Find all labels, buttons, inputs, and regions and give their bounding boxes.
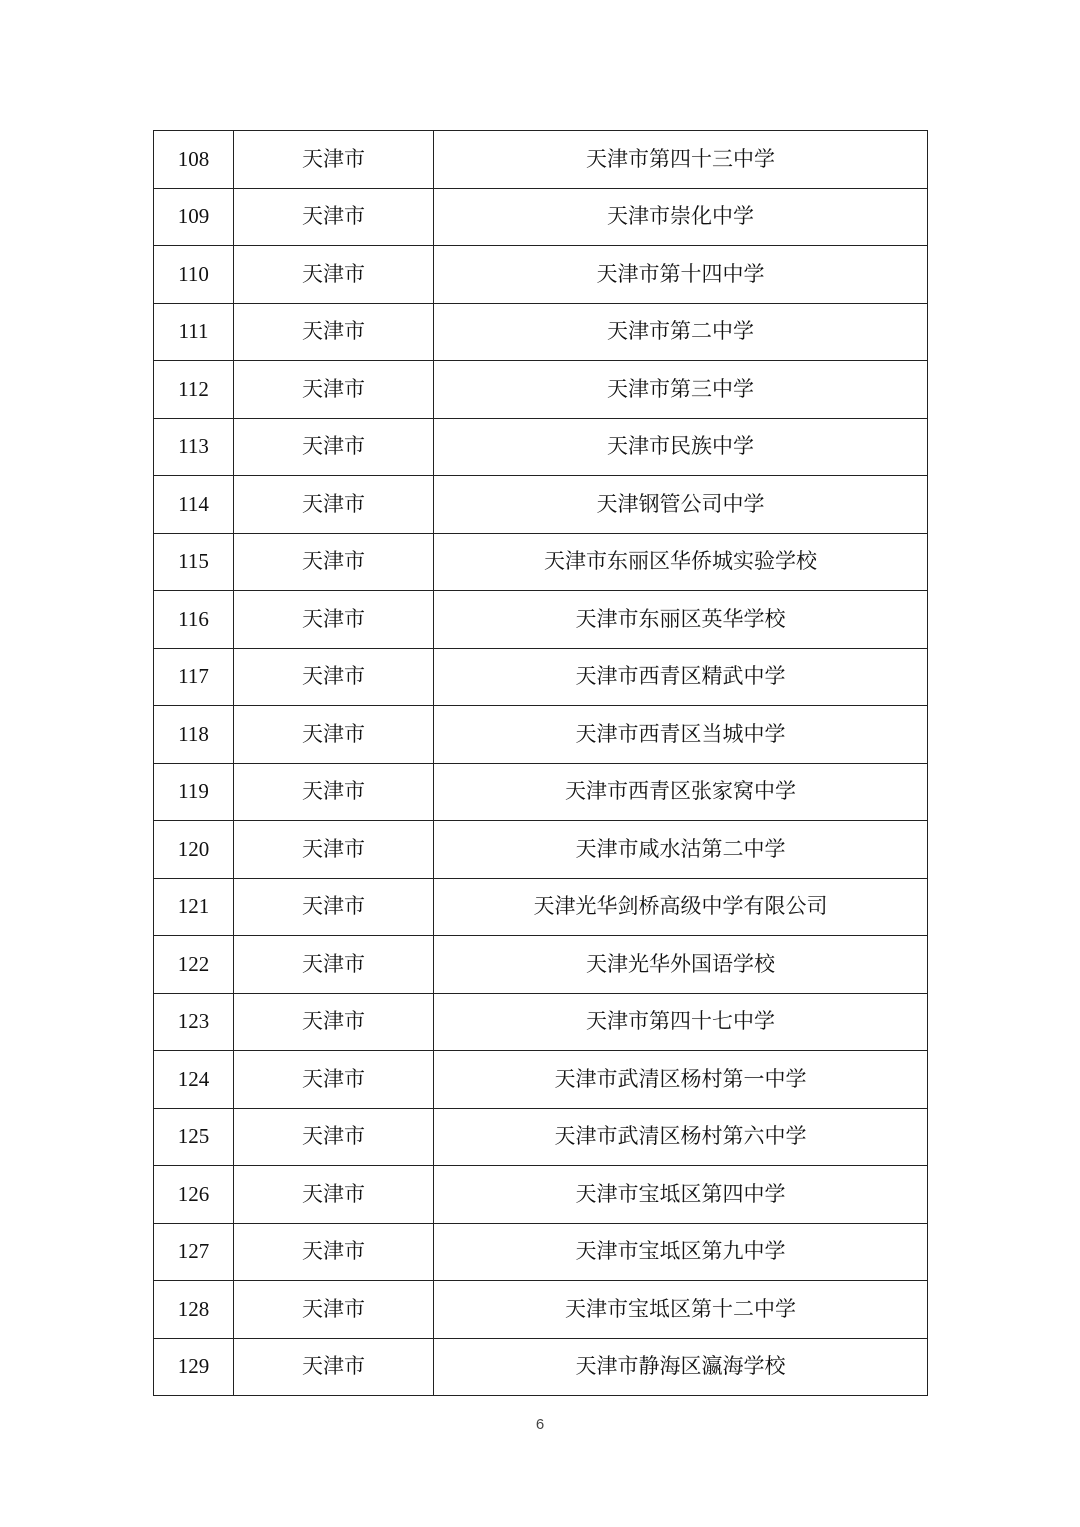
row-number-cell: 111 [154,303,234,361]
school-name-cell: 天津市西青区张家窝中学 [434,763,928,821]
school-name-cell: 天津市第二中学 [434,303,928,361]
row-number-cell: 108 [154,131,234,189]
school-name-cell: 天津市宝坻区第四中学 [434,1166,928,1224]
row-number-cell: 129 [154,1338,234,1396]
table-row [154,1166,928,1224]
row-number-cell: 118 [154,706,234,764]
row-number-cell: 112 [154,361,234,419]
table-row [154,993,928,1051]
table-row [154,303,928,361]
row-number-cell: 110 [154,246,234,304]
city-cell: 天津市 [234,993,434,1051]
city-cell: 天津市 [234,131,434,189]
school-name-cell: 天津市第十四中学 [434,246,928,304]
city-cell: 天津市 [234,936,434,994]
row-number-cell: 114 [154,476,234,534]
school-name-cell: 天津市宝坻区第九中学 [434,1223,928,1281]
city-cell: 天津市 [234,706,434,764]
row-number-cell: 121 [154,878,234,936]
table-row [154,131,928,189]
city-cell: 天津市 [234,821,434,879]
row-number-cell: 122 [154,936,234,994]
school-name-cell: 天津市武清区杨村第一中学 [434,1051,928,1109]
row-number-cell: 109 [154,188,234,246]
school-name-cell: 天津市第四十七中学 [434,993,928,1051]
row-number-cell: 123 [154,993,234,1051]
table-row [154,591,928,649]
table-row [154,1223,928,1281]
city-cell: 天津市 [234,1108,434,1166]
row-number-cell: 120 [154,821,234,879]
table-row [154,418,928,476]
school-name-cell: 天津市咸水沽第二中学 [434,821,928,879]
table-row [154,763,928,821]
city-cell: 天津市 [234,648,434,706]
page-number: 6 [535,1416,545,1433]
table-body [154,131,928,1396]
row-number-cell: 124 [154,1051,234,1109]
table-row [154,476,928,534]
city-cell: 天津市 [234,1281,434,1339]
table-row [154,1281,928,1339]
school-name-cell: 天津市宝坻区第十二中学 [434,1281,928,1339]
school-name-cell: 天津市武清区杨村第六中学 [434,1108,928,1166]
school-list-table [153,130,928,1396]
school-name-cell: 天津市第三中学 [434,361,928,419]
city-cell: 天津市 [234,1051,434,1109]
school-name-cell: 天津市静海区瀛海学校 [434,1338,928,1396]
school-name-cell: 天津光华外国语学校 [434,936,928,994]
row-number-cell: 126 [154,1166,234,1224]
school-name-cell: 天津市西青区精武中学 [434,648,928,706]
table-row [154,533,928,591]
row-number-cell: 116 [154,591,234,649]
table-row [154,706,928,764]
city-cell: 天津市 [234,303,434,361]
city-cell: 天津市 [234,188,434,246]
row-number-cell: 128 [154,1281,234,1339]
row-number-cell: 119 [154,763,234,821]
table-row [154,936,928,994]
school-name-cell: 天津市东丽区华侨城实验学校 [434,533,928,591]
school-name-cell: 天津钢管公司中学 [434,476,928,534]
table-row [154,361,928,419]
city-cell: 天津市 [234,591,434,649]
row-number-cell: 125 [154,1108,234,1166]
school-name-cell: 天津光华剑桥高级中学有限公司 [434,878,928,936]
table-row [154,246,928,304]
table-row [154,1108,928,1166]
city-cell: 天津市 [234,1166,434,1224]
city-cell: 天津市 [234,1338,434,1396]
city-cell: 天津市 [234,476,434,534]
row-number-cell: 113 [154,418,234,476]
table-row [154,188,928,246]
row-number-cell: 115 [154,533,234,591]
table-row [154,821,928,879]
row-number-cell: 127 [154,1223,234,1281]
city-cell: 天津市 [234,533,434,591]
city-cell: 天津市 [234,878,434,936]
city-cell: 天津市 [234,1223,434,1281]
city-cell: 天津市 [234,246,434,304]
school-name-cell: 天津市西青区当城中学 [434,706,928,764]
table-row [154,1338,928,1396]
school-name-cell: 天津市民族中学 [434,418,928,476]
city-cell: 天津市 [234,763,434,821]
row-number-cell: 117 [154,648,234,706]
table-row [154,1051,928,1109]
city-cell: 天津市 [234,361,434,419]
table-row [154,878,928,936]
school-name-cell: 天津市东丽区英华学校 [434,591,928,649]
school-name-cell: 天津市崇化中学 [434,188,928,246]
school-name-cell: 天津市第四十三中学 [434,131,928,189]
table-row [154,648,928,706]
city-cell: 天津市 [234,418,434,476]
